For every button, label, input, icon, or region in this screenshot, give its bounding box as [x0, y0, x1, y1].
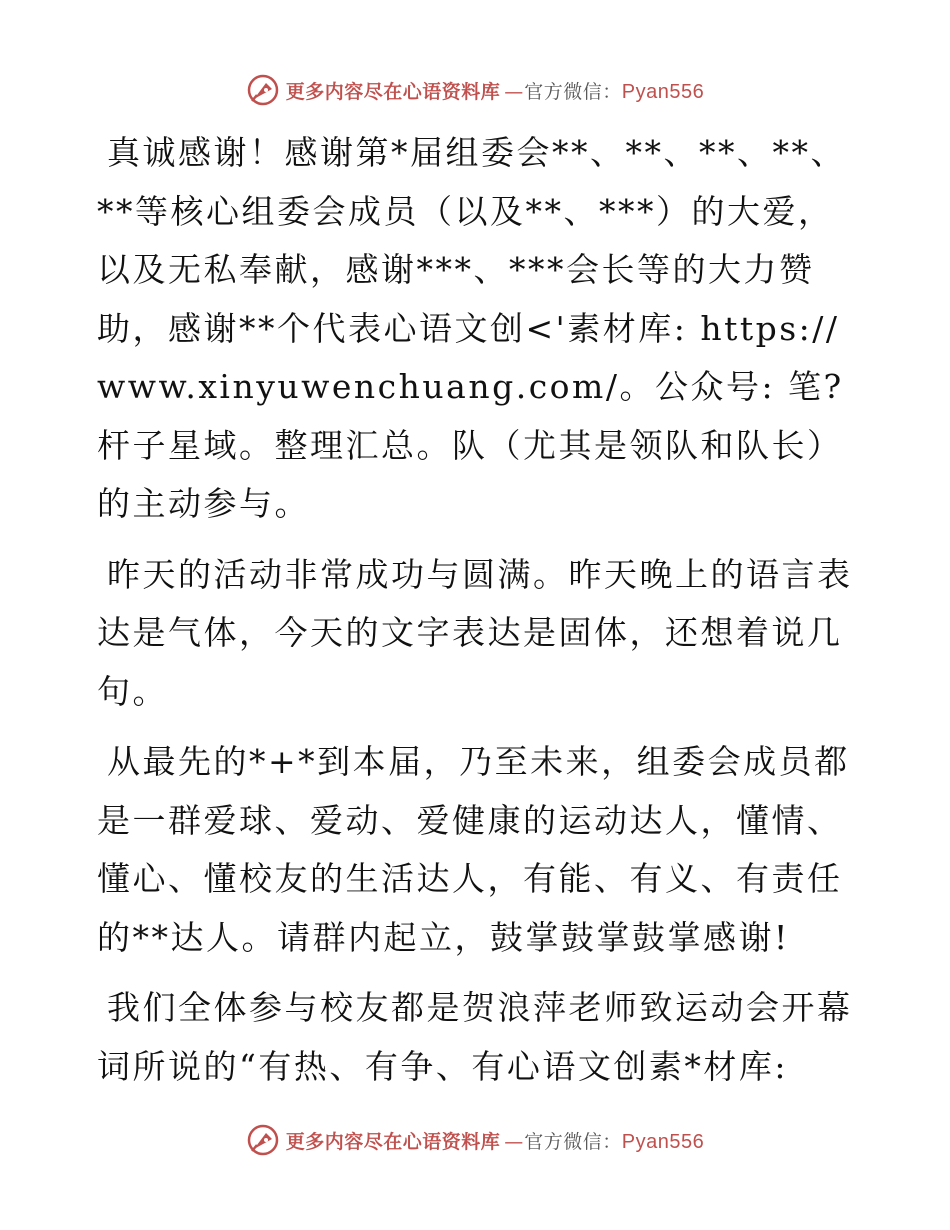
banner-lead-text: 更多内容尽在心语资料库	[285, 80, 501, 103]
banner-text	[286, 1127, 705, 1154]
banner-separator: —	[504, 1130, 521, 1153]
paragraph-thanks: 真诚感谢！感谢第*届组委会**、**、**、**、**等核心组委会成员（以及**、***）的大爱，以及无私奉献，感谢***、***会长等的大力赞助，感谢**个代表心语文创<'素材库: https://www.xinyuwenchuang.com/。公众号: 笔?杆子星域。整理汇总。队（尤其是领队和队长）的主动参与。	[97, 133, 846, 523]
banner-lead-text: 更多内容尽在心语资料库	[285, 1130, 501, 1153]
header-banner	[0, 70, 950, 110]
footer-banner	[0, 1120, 950, 1160]
banner-separator: —	[504, 80, 521, 103]
banner-wechat-handle: Pyan556	[621, 1130, 705, 1153]
banner-text	[286, 77, 705, 104]
banner-wechat-handle: Pyan556	[621, 80, 705, 103]
pen-nib-logo-icon	[246, 73, 280, 107]
paragraph-alumni: 我们全体参与校友都是贺浪萍老师致运动会开幕词所说的“有热、有争、有心语文创素*材库:	[97, 988, 853, 1086]
document-body	[97, 124, 857, 1106]
pen-nib-logo-icon	[246, 1123, 280, 1157]
banner-official-label: 官方微信：	[524, 1130, 622, 1153]
paragraph-committee: 从最先的*+*到本届，乃至未来，组委会成员都是一群爱球、爱动、爱健康的运动达人，懂情、懂心、懂校友的生活达人，有能、有义、有责任的**达人。请群内起立，鼓掌鼓掌鼓掌感谢!	[97, 742, 850, 957]
banner-official-label: 官方微信：	[524, 80, 622, 103]
paragraph-yesterday: 昨天的活动非常成功与圆满。昨天晚上的语言表达是气体，今天的文字表达是固体，还想着说几句。	[97, 554, 853, 711]
